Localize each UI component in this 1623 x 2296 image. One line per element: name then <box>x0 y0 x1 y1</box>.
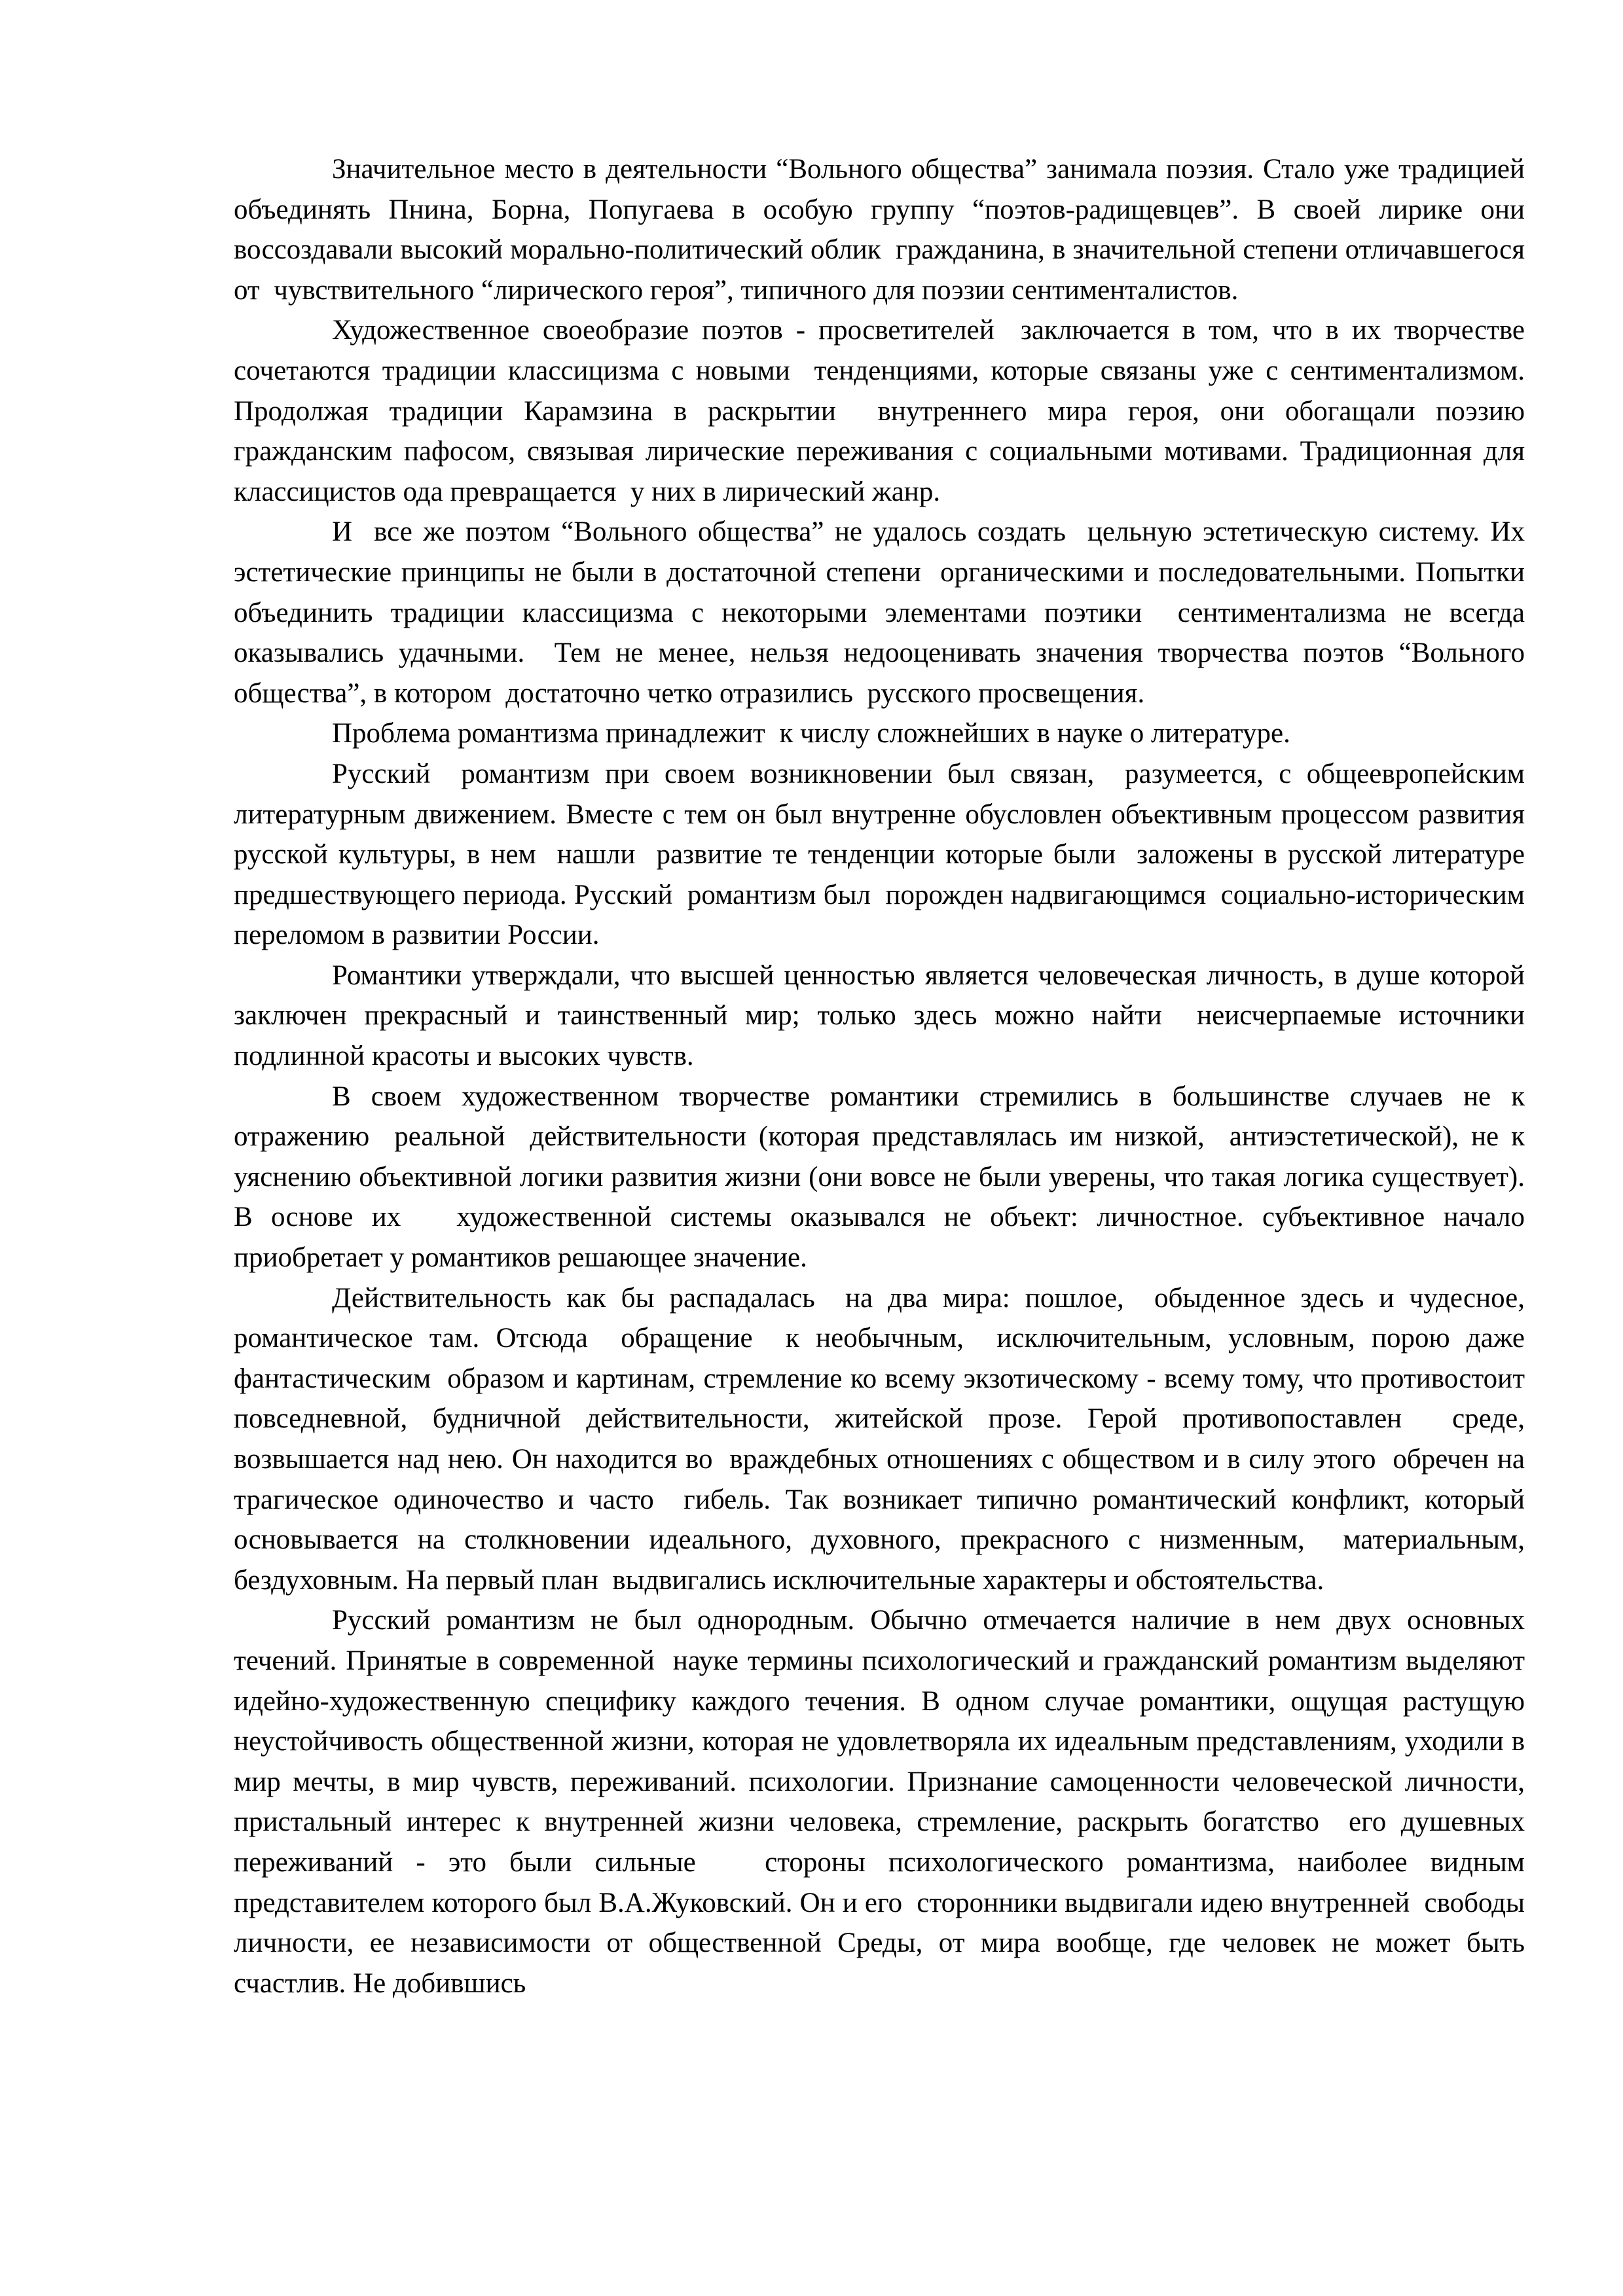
paragraph-romantics-personality: Романтики утверждали, что высшей ценностью является человеческая личность, в душе которой заключен прекрасный и таинственный мир; только здесь можно найти неисчерпаемые источники подлинной красоты и высоких чувств. <box>234 960 1539 1072</box>
paragraph-russian-romanticism-origin: Русский романтизм при своем возникновении был связан, разумеется, с общеевропейским литературным движением. Вместе с тем он был внутренне обусловлен объективным процессом развития русской культуры, в нем нашли развитие те тенденции которые были заложены в русской литературе предшествующего периода. Русский романтизм был порожден надвигающимся социально-историческим переломом в развитии России. <box>234 758 1539 951</box>
document-page <box>234 149 1546 2003</box>
paragraph-aesthetic-system: И все же поэтом “Вольного общества” не удалось создать цельную эстетическую систему. Их эстетические принципы не были в достаточной степени органическими и последовательными. Попытки объединить традиции классицизма с некоторыми элементами поэтики сентиментализма не всегда оказывались удачными. Тем не менее, нельзя недооценивать значения творчества поэтов “Вольного общества”, в котором достаточно четко отразились русского просвещения. <box>234 516 1539 709</box>
paragraph-romanticism-problem: Проблема романтизма принадлежит к числу сложнейших в науке о литературе. <box>332 718 1290 749</box>
paragraph-two-currents: Русский романтизм не был однородным. Обычно отмечается наличие в нем двух основных течений. Принятые в современной науке термины психологический и гражданский романтизм выделяют идейно-художественную специфику каждого течения. В одном случае романтики, ощущая растущую неустойчивость общественной жизни, которая не удовлетворяла их идеальным представлениям, уходили в мир мечты, в мир чувств, переживаний. психологии. Признание самоценности человеческой личности, пристальный интерес к внутренней жизни человека, стремление, раскрыть богатство его душевных переживаний - это были сильные стороны психологического романтизма, наиболее видным представителем которого был В.А.Жуковский. Он и его сторонники выдвигали идею внутренней свободы личности, ее независимости от общественной Среды, от мира вообще, где человек не может быть счастлив. Не добившись <box>234 1605 1539 1999</box>
paragraph-two-worlds: Действительность как бы распадалась на два мира: пошлое, обыденное здесь и чудесное, романтическое там. Отсюда обращение к необычным, исключительным, условным, порою даже фантастическим образом и картинам, стремление ко всему экзотическому - всему тому, что противостоит повседневной, будничной действительности, житейской прозе. Герой противопоставлен среде, возвышается над нею. Он находится во враждебных отношениях с обществом и в силу этого обречен на трагическое одиночество и часто гибель. Так возникает типично романтический конфликт, который основывается на столкновении идеального, духовного, прекрасного с низменным, материальным, бездуховным. На первый план выдвигались исключительные характеры и обстоятельства. <box>234 1282 1546 1596</box>
paragraph-romantics-creativity: В своем художественном творчестве романтики стремились в большинстве случаев не к отражению реальной действительности (которая представлялась им низкой, антиэстетической), не к уяснению объективной логики развития жизни (они вовсе не были уверены, что такая логика существует). В основе их художественной системы оказывался не объект: личностное. субъективное начало приобретает у романтиков решающее значение. <box>234 1081 1532 1274</box>
paragraph-poets-enlighteners: Художественное своеобразие поэтов - просветителей заключается в том, что в их творчестве сочетаются традиции классицизма с новыми тенденциями, которые связаны уже с сентиментализмом. Продолжая традиции Карамзина в раскрытии внутреннего мира героя, они обогащали поэзию гражданским пафосом, связывая лирические переживания с социальными мотивами. Традиционная для классицистов ода превращается у них в лирический жанр. <box>234 315 1539 507</box>
paragraph-volnoe-obshchestvo-poetry: Значительное место в деятельности “Вольного общества” занимала поэзия. Стало уже традицией объединять Пнина, Борна, Попугаева в особую группу “поэтов-радищевцев”. В своей лирике они воссоздавали высокий морально-политический облик гражданина, в значительной степени отличавшегося от чувствительного “лирического героя”, типичного для поэзии сентименталистов. <box>234 154 1532 306</box>
